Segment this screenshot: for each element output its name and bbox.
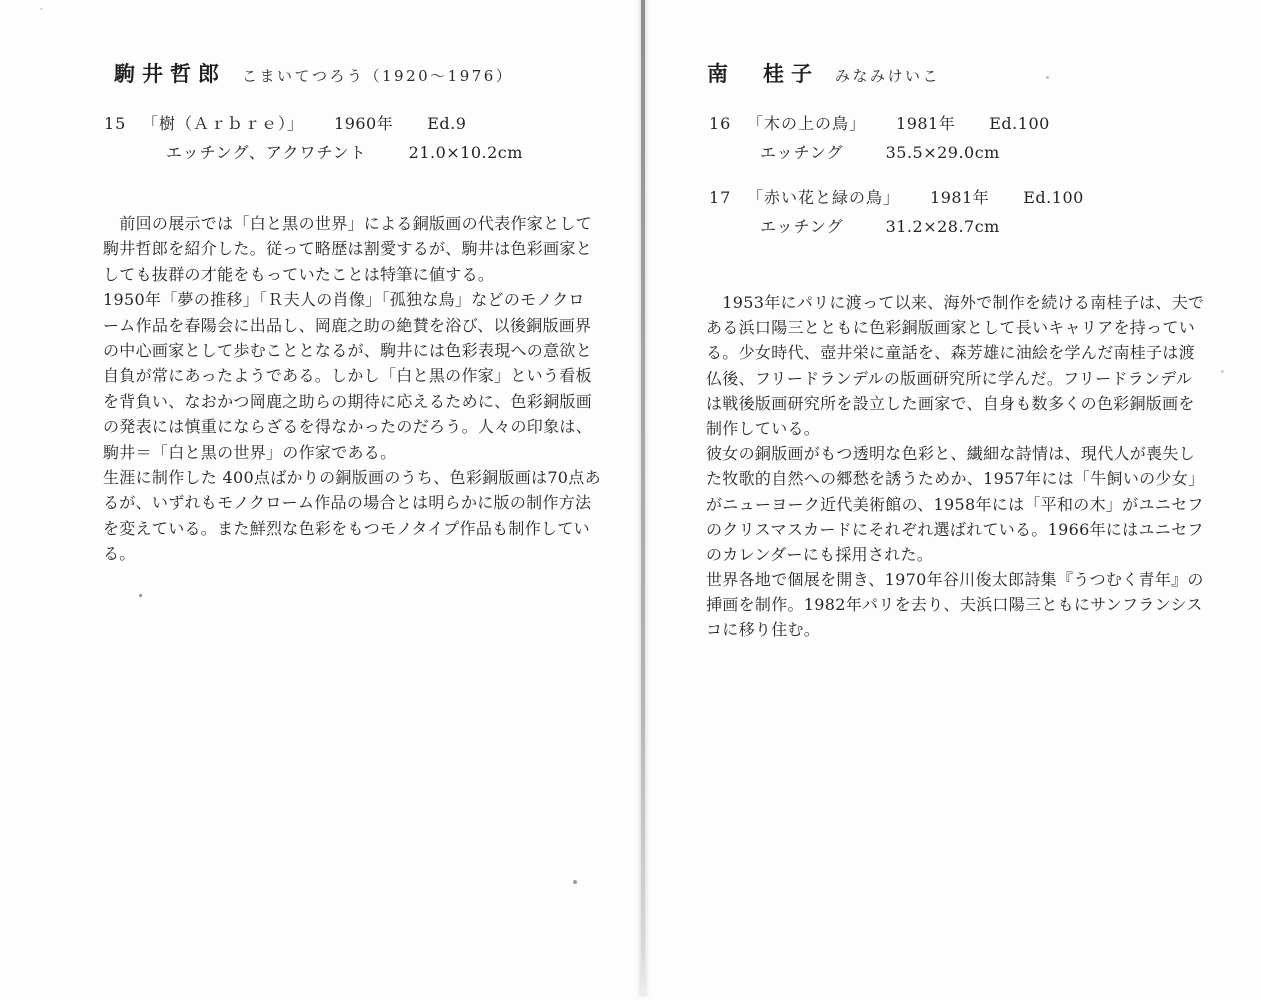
text-line: 生涯に制作した 400点ばかりの銅版画のうち、色彩銅版画は70点あ [103, 467, 601, 487]
text-line: コに移り住む。 [706, 620, 821, 640]
text-line: のクリスマスカードにそれぞれ選ばれている。1966年にはユニセフ [706, 519, 1204, 539]
work-technique: エッチング [760, 143, 844, 162]
work-technique-row-15 [166, 140, 523, 163]
work-year: 1960年 [334, 114, 394, 133]
work-size: 35.5×29.0cm [885, 143, 1000, 162]
text-line: た牧歌的自然への郷愁を誘うためか、1957年には「牛飼いの少女」 [706, 469, 1205, 489]
text-line: しても抜群の才能をもっていたことは特筆に値する。 [103, 264, 495, 284]
scan-speck [573, 880, 577, 884]
text-line: は戦後版画研究所を設立した画家で、自身も数多くの色彩銅版画を [706, 393, 1195, 413]
right-page [646, 0, 1261, 1000]
work-number: 15 [104, 114, 127, 133]
artist-kana: みなみけいこ [835, 67, 941, 85]
text-line: ーム作品を春陽会に出品し、岡鹿之助の絶賛を浴び、以後銅版画界 [103, 315, 592, 335]
work-edition: Ed.100 [1023, 188, 1084, 207]
text-line: 前回の展示では「白と黒の世界」による銅版画の代表作家として [103, 214, 593, 233]
text-line: を変えている。また鮮烈な色彩をもつモノタイプ作品も制作してい [103, 518, 590, 538]
work-title: 「赤い花と緑の鳥」 [747, 188, 901, 207]
text-line: のカレンダーにも採用された。 [706, 544, 934, 564]
right-artist-heading [707, 58, 940, 88]
work-size: 21.0×10.2cm [408, 143, 523, 162]
text-line: の中心画家として歩むこととなるが、駒井には色彩表現への意欲と [103, 340, 593, 360]
text-line: 1953年にパリに渡って以来、海外で制作を続ける南桂子は、夫で [706, 293, 1205, 312]
work-technique: エッチング [760, 217, 844, 236]
text-line: 世界各地で個展を開き、1970年谷川俊太郎詩集『うつむく青年』の [706, 570, 1204, 590]
work-edition: Ed.100 [989, 114, 1050, 133]
work-entry-15 [104, 111, 466, 134]
work-entry-16 [709, 111, 1050, 134]
text-line: 挿画を制作。1982年パリを去り、夫浜口陽三ともにサンフランシス [706, 595, 1203, 615]
text-line: る。少女時代、壺井栄に童話を、森芳雄に油絵を学んだ南桂子は渡 [706, 343, 1196, 363]
work-size: 31.2×28.7cm [885, 217, 1000, 236]
left-essay-paragraph [103, 211, 601, 566]
text-line: るが、いずれもモノクローム作品の場合とは明らかに版の制作方法 [103, 493, 592, 513]
artist-name: 駒井哲郎 [114, 61, 226, 86]
scan-speck [1046, 76, 1049, 79]
left-artist-heading [114, 58, 513, 88]
text-line: 駒井＝「白と黒の世界」の作家である。 [103, 442, 397, 462]
text-line: 駒井哲郎を紹介した。従って略歴は割愛するが、駒井は色彩画家と [103, 239, 593, 259]
book-spine-gutter [641, 0, 645, 994]
scan-speck [139, 594, 142, 597]
work-year: 1981年 [896, 114, 956, 133]
work-technique: エッチング、アクワチント [166, 143, 367, 162]
work-entry-17 [709, 185, 1084, 208]
work-technique-row-17 [760, 214, 1000, 237]
scan-speck [1221, 370, 1224, 373]
text-line: 彼女の銅版画がもつ透明な色彩と、繊細な詩情は、現代人が喪失し [706, 444, 1196, 464]
right-essay-paragraph [706, 290, 1205, 643]
text-line: ある浜口陽三とともに色彩銅版画家として長いキャリアを持ってい [706, 318, 1196, 338]
text-line: 仏後、フリードランデルの版画研究所に学んだ。フリードランデル [706, 368, 1193, 388]
text-line: の発表には慎重にならざるを得なかったのだろう。人々の印象は、 [103, 417, 593, 437]
scan-speck [40, 8, 43, 10]
work-edition: Ed.9 [427, 114, 467, 133]
work-number: 17 [709, 188, 732, 207]
text-line: がニューヨーク近代美術館の、1958年には「平和の木」がユニセフ [706, 494, 1204, 514]
artist-kana: こまいてつろう（1920～1976） [242, 67, 514, 85]
text-line: 自負が常にあったようである。しかし「白と黒の作家」という看板 [103, 366, 592, 386]
work-title: 「樹（Ａｒｂｒｅ）」 [142, 114, 305, 133]
artist-name: 南 桂子 [707, 61, 819, 86]
work-title: 「木の上の鳥」 [747, 114, 867, 133]
work-year: 1981年 [930, 188, 990, 207]
text-line: る。 [103, 544, 136, 564]
text-line: 1950年「夢の推移」「Ｒ夫人の肖像」「孤独な鳥」などのモノクロ [103, 290, 585, 310]
work-technique-row-16 [760, 140, 1000, 163]
text-line: 制作している。 [706, 418, 821, 438]
work-number: 16 [709, 114, 732, 133]
text-line: を背負い、なおかつ岡鹿之助らの期待に応えるために、色彩銅版画 [103, 391, 593, 411]
